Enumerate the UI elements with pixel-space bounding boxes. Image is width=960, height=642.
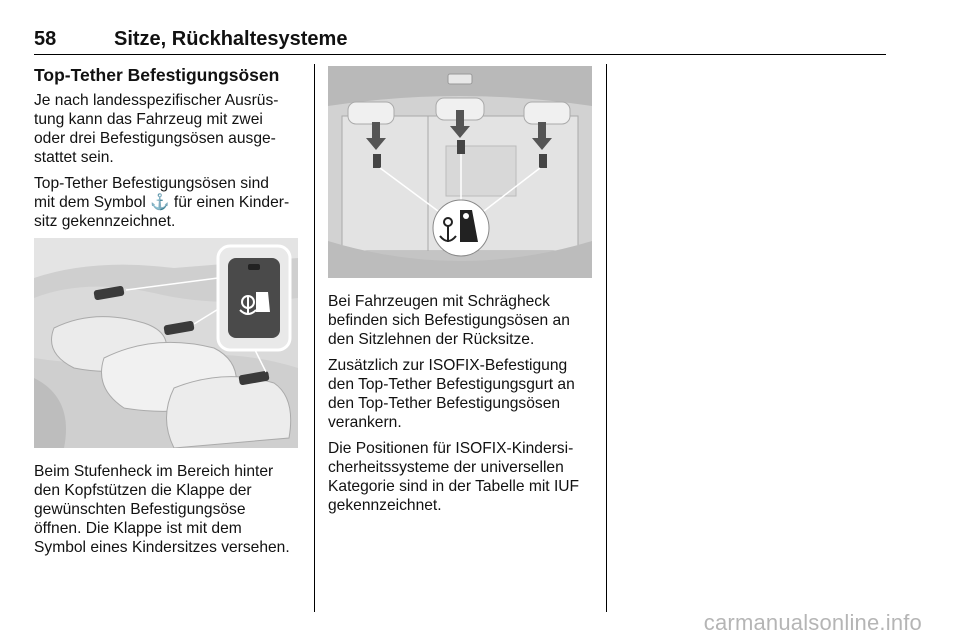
paragraph: Bei Fahrzeugen mit Schrägheck befinden sich Befestigungsösen an den Sitzlehnen der Rücksitze. <box>328 293 570 348</box>
section-title: Top-Tether Befestigungsösen <box>34 65 280 85</box>
paragraph: Je nach landesspezifischer Ausrüs- tung kann das Fahrzeug mit zwei oder drei Befestigungsösen ausge- stattet sein. <box>34 92 279 166</box>
left-caption-block <box>34 462 310 564</box>
page-number: 58 <box>34 28 57 50</box>
middle-column <box>328 292 596 522</box>
sedan-tether-figure <box>34 238 298 448</box>
column-divider <box>314 64 315 612</box>
paragraph: Top-Tether Befestigungsösen sind mit dem Symbol ⚓ für einen Kinder- sitz gekennzeichnet. <box>34 175 290 230</box>
left-column <box>34 66 304 238</box>
paragraph: Die Positionen für ISOFIX-Kindersi- cherheitssysteme der universellen Kategorie sind in der Tabelle mit IUF gekennzeichnet. <box>328 440 580 514</box>
figure-caption: Beim Stufenheck im Bereich hinter den Kopfstützen die Klappe der gewünschten Befestigungsöse öffnen. Die Klappe ist mit dem Symbol eines Kindersitzes versehen. <box>34 463 290 556</box>
chapter-title: Sitze, Rückhaltesysteme <box>114 28 348 50</box>
paragraph: Zusätzlich zur ISOFIX-Befestigung den Top-Tether Befestigungsgurt an den Top-Tether Befestigungsösen verankern. <box>328 357 575 431</box>
hatchback-tether-figure <box>328 66 592 278</box>
column-divider <box>606 64 607 612</box>
page-header <box>34 26 886 55</box>
watermark: carmanualsonline.info <box>703 610 922 635</box>
